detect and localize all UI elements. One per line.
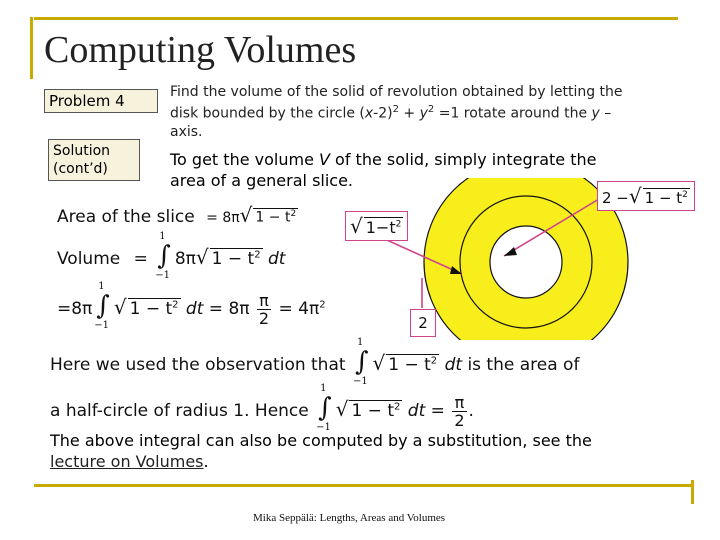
- problem-text-c: -2): [373, 105, 393, 122]
- frac-num: π: [257, 292, 271, 310]
- obs-radicand-exp: 2: [430, 355, 438, 367]
- lower-limit: −1: [352, 376, 368, 387]
- problem-line-1: Find the volume of the solid of revolution obtained by letting the: [170, 84, 623, 100]
- outer-radius-text: 2 −: [602, 189, 629, 207]
- obs-eq: =: [430, 401, 445, 421]
- solution-line-1: [170, 149, 700, 170]
- outer-radius-box: [597, 181, 695, 211]
- volume-radicand-exp: 2: [254, 249, 261, 261]
- solution-text-a: To get the volume: [170, 150, 319, 169]
- sqrt-symbol: √: [195, 245, 209, 269]
- slice-radicand: [364, 217, 404, 237]
- volume-dt: dt: [267, 249, 286, 269]
- slice-radicand-exp: 2: [395, 219, 402, 230]
- sqrt-symbol: √: [113, 295, 127, 319]
- upper-limit: 1: [356, 337, 364, 348]
- sqrt-symbol: √: [628, 184, 642, 208]
- substitution-line-2: [50, 451, 690, 472]
- integral-sign: ∫ 1 −1: [316, 383, 332, 433]
- volume-coef: 8π: [174, 249, 196, 269]
- obs2-radicand-exp: 2: [394, 401, 401, 413]
- center-distance-text: 2: [418, 314, 428, 332]
- lower-limit: −1: [155, 270, 171, 281]
- observation-text-2: is the area of: [467, 355, 580, 375]
- left-rule: [30, 17, 33, 79]
- solution-text-c: of the solid, simply integrate the: [329, 150, 597, 169]
- area-radicand-exp: 2: [290, 209, 297, 220]
- observation-text-1: Here we used the observation that: [50, 355, 346, 375]
- obs2-dt: dt: [407, 401, 426, 421]
- obs-period: .: [468, 401, 474, 421]
- result-exp: 2: [319, 299, 326, 311]
- result-radicand: [128, 298, 181, 319]
- slide-footer: Mika Seppälä: Lengths, Areas and Volumes: [253, 512, 446, 524]
- result-radicand-exp: 2: [172, 299, 179, 311]
- sqrt-symbol: √: [350, 214, 363, 238]
- result-radicand-text: 1 − t: [129, 299, 173, 319]
- solution-label: [48, 139, 140, 181]
- integral-sign: ∫ 1 −1: [155, 231, 171, 281]
- center-distance-box: [410, 309, 436, 337]
- bottom-rule: [34, 484, 694, 487]
- result-eq-3: = 4π: [278, 299, 320, 319]
- right-rule: [691, 480, 694, 504]
- observation-line-2: [50, 383, 474, 433]
- result-eq-1: =8π: [57, 299, 93, 319]
- problem-text-j: –: [599, 105, 612, 122]
- obs-frac-den: 2: [454, 410, 465, 430]
- problem-line-3: axis.: [170, 123, 203, 140]
- obs-pi-over-two: [452, 394, 466, 429]
- lower-limit: −1: [316, 422, 331, 433]
- result-dt: dt: [185, 299, 204, 319]
- slice-radicand-text: 1−t: [365, 218, 396, 237]
- volume-eq: =: [133, 249, 154, 269]
- solution-label-line1: Solution: [53, 143, 111, 159]
- problem-line-2: [170, 101, 700, 123]
- problem-x: x: [364, 105, 374, 122]
- substitution-line-1: The above integral can also be computed by a substitution, see the: [50, 431, 592, 450]
- area-radicand: [253, 208, 298, 226]
- sqrt-symbol: √: [239, 203, 253, 227]
- observation-line-1: [50, 337, 580, 387]
- result-formula: [57, 281, 326, 331]
- problem-axis-y: y: [591, 105, 600, 122]
- outer-radicand-text: 1 − t: [644, 189, 683, 207]
- volume-label: Volume: [57, 249, 121, 269]
- substitution-end: .: [203, 452, 209, 471]
- area-radicand-text: 1 − t: [255, 210, 291, 226]
- slide-title: Computing Volumes: [44, 29, 357, 71]
- obs2-radicand-text: 1 − t: [351, 401, 394, 421]
- lower-limit: −1: [94, 320, 110, 331]
- sqrt-symbol: √: [372, 351, 386, 375]
- volume-radicand: [210, 248, 263, 269]
- integral-sign: ∫ 1 −1: [352, 337, 369, 387]
- problem-label-text: Problem 4: [49, 92, 125, 110]
- volume-radicand-text: 1 − t: [211, 249, 255, 269]
- substitution-note: [50, 430, 690, 472]
- solution-V: V: [319, 150, 330, 169]
- observation-text-3: a half-circle of radius 1. Hence: [50, 401, 309, 421]
- problem-text-h: =1 rotate around the: [434, 105, 592, 122]
- volume-formula: [57, 231, 286, 281]
- top-rule: [34, 17, 678, 20]
- problem-label: [44, 89, 158, 113]
- result-eq-2: = 8π: [208, 299, 250, 319]
- solution-line-2: area of a general slice.: [170, 171, 354, 190]
- lecture-link[interactable]: lecture on Volumes: [50, 452, 204, 471]
- solution-label-line2: (cont’d): [53, 161, 108, 177]
- upper-limit: 1: [159, 231, 166, 242]
- obs-radicand-text: 1 − t: [388, 355, 431, 375]
- area-label: Area of the slice: [57, 207, 195, 227]
- frac-den: 2: [258, 308, 270, 328]
- problem-statement: [170, 83, 700, 141]
- problem-text-a: disk bounded by the circle (: [170, 105, 365, 122]
- obs-dt: dt: [444, 355, 463, 375]
- area-formula: [57, 203, 298, 227]
- obs2-radicand: [349, 400, 402, 421]
- outer-radicand: [643, 188, 690, 207]
- problem-text-e: +: [398, 105, 420, 122]
- pi-over-two: [257, 292, 271, 327]
- outer-radicand-exp: 2: [682, 190, 688, 200]
- problem-sup-2: 2: [427, 104, 435, 115]
- upper-limit: 1: [320, 383, 327, 394]
- problem-y: y: [419, 105, 428, 122]
- upper-limit: 1: [98, 281, 105, 292]
- integral-sign: ∫ 1 −1: [94, 281, 110, 331]
- problem-sup-1: 2: [392, 104, 399, 115]
- inner-hole: [490, 226, 562, 298]
- area-eq: = 8π: [206, 210, 240, 226]
- obs-frac-num: π: [452, 394, 466, 412]
- sqrt-symbol: √: [335, 397, 349, 421]
- obs-radicand: [386, 354, 439, 375]
- slice-sqrt-box: [345, 211, 408, 241]
